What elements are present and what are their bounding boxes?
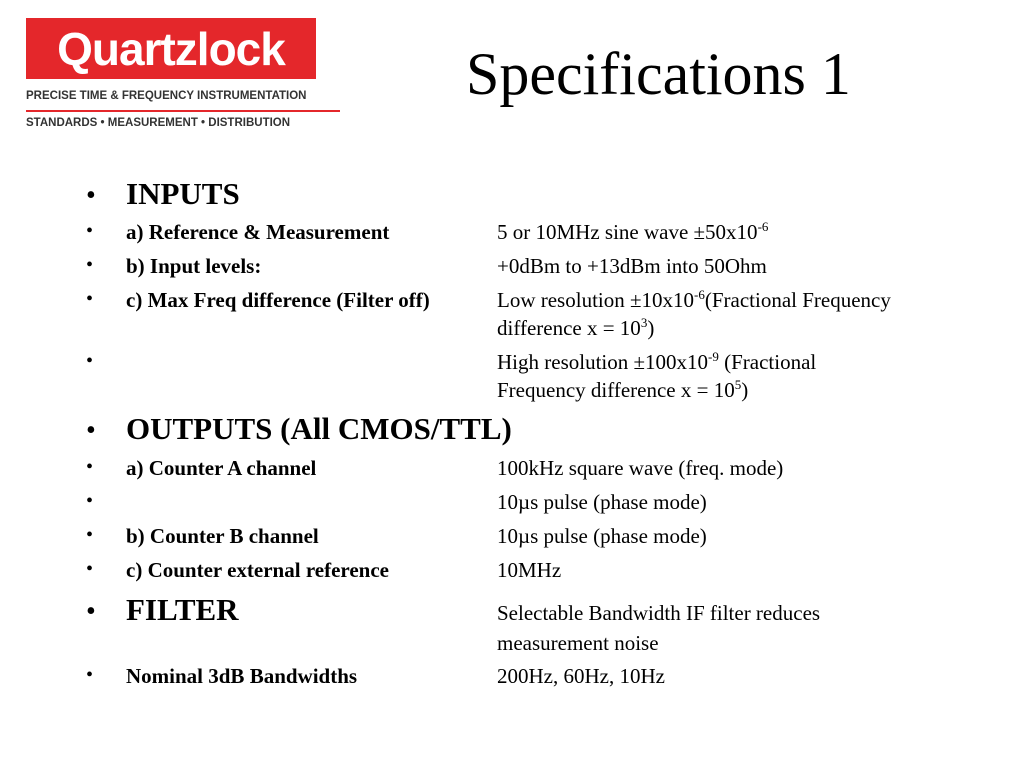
- spec-value: 10µs pulse (phase mode): [497, 524, 707, 548]
- logo-text: Quartzlock: [57, 22, 285, 75]
- value-exponent: 5: [734, 377, 742, 392]
- bullet: •: [86, 254, 94, 276]
- bullet: •: [86, 524, 94, 546]
- bullet: •: [86, 415, 96, 446]
- bullet: •: [86, 456, 94, 478]
- bullet: •: [86, 558, 94, 580]
- spec-value: +0dBm to +13dBm into 50Ohm: [497, 254, 767, 278]
- spec-label: b) Input levels:: [126, 254, 262, 278]
- spec-label: a) Counter A channel: [126, 456, 317, 480]
- spec-heading-inputs: INPUTS: [126, 176, 240, 211]
- spec-value: Selectable Bandwidth IF filter reduces measurement noise: [497, 601, 821, 655]
- value-text: (Fractional Frequency difference x = 10: [497, 288, 891, 340]
- spec-heading-filter: FILTER: [126, 592, 239, 627]
- tagline-secondary: STANDARDS • MEASUREMENT • DISTRIBUTION: [26, 117, 291, 129]
- spec-label: Nominal 3dB Bandwidths: [126, 664, 358, 688]
- tagline-primary: PRECISE TIME & FREQUENCY INSTRUMENTATION: [26, 90, 307, 102]
- spec-value: [497, 348, 897, 404]
- bullet: •: [86, 596, 96, 627]
- bullet: •: [86, 490, 94, 512]
- spec-value: 10µs pulse (phase mode): [497, 490, 707, 514]
- value-exponent: -6: [694, 287, 705, 302]
- bullet: •: [86, 350, 94, 372]
- value-text: High resolution ±100x10: [497, 350, 709, 374]
- value-exponent: -6: [757, 219, 769, 234]
- bullet: •: [86, 288, 94, 310]
- spec-label: a) Reference & Measurement: [126, 220, 390, 244]
- value-text: 5 or 10MHz sine wave ±50x10: [497, 220, 758, 244]
- spec-label: b) Counter B channel: [126, 524, 319, 548]
- spec-label: c) Counter external reference: [126, 558, 389, 582]
- spec-value: 100kHz square wave (freq. mode): [497, 456, 784, 480]
- bullet: •: [86, 664, 94, 686]
- value-text: Low resolution ±10x10: [497, 288, 695, 312]
- bullet: •: [86, 180, 96, 211]
- value-text: ): [647, 316, 655, 340]
- value-text: ): [741, 378, 749, 402]
- spec-label: c) Max Freq difference (Filter off): [126, 288, 430, 312]
- slide-title: Specifications 1: [466, 41, 851, 107]
- value-exponent: 3: [640, 315, 648, 330]
- spec-value: 10MHz: [497, 558, 562, 582]
- spec-value: [497, 286, 897, 342]
- spec-value: 200Hz, 60Hz, 10Hz: [497, 664, 665, 688]
- bullet: •: [86, 220, 94, 242]
- value-exponent: -9: [708, 349, 719, 364]
- spec-heading-outputs: OUTPUTS (All CMOS/TTL): [126, 411, 512, 446]
- value-text: (Fractional Frequency difference x = 10: [497, 350, 817, 402]
- spec-value: [497, 218, 977, 246]
